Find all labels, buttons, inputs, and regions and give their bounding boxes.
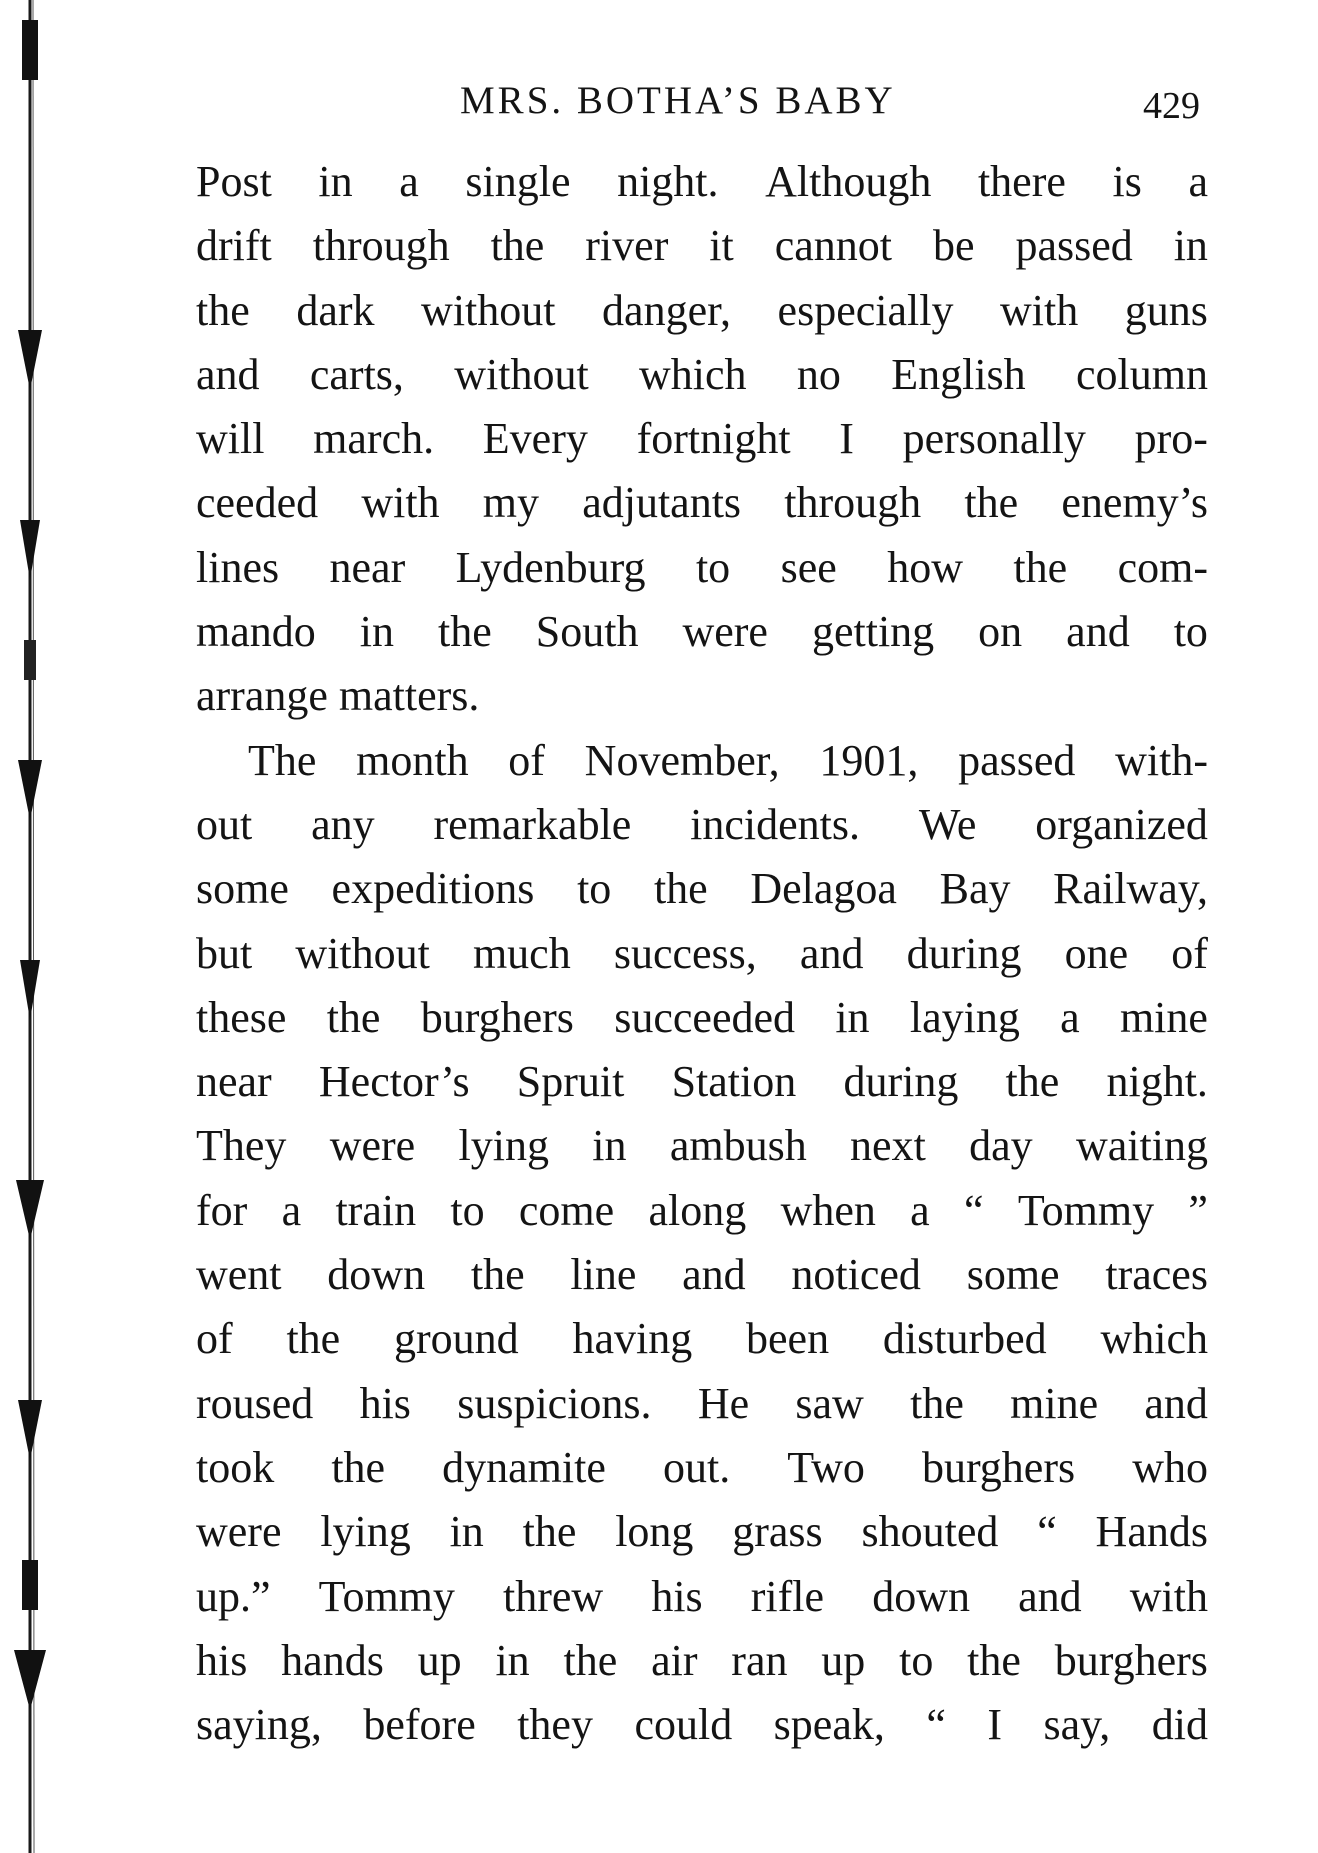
word: the — [1005, 1057, 1060, 1107]
word: guns — [1124, 285, 1208, 335]
text-line — [196, 1565, 1208, 1629]
word: traces — [1105, 1250, 1208, 1300]
word: out — [196, 799, 253, 849]
word: up — [417, 1635, 462, 1685]
word: the — [286, 1314, 341, 1364]
word: the — [490, 221, 545, 271]
word: to — [450, 1185, 485, 1235]
word: one — [1064, 928, 1129, 978]
text-line — [196, 1114, 1208, 1178]
word: dark — [296, 285, 375, 335]
word: He — [697, 1378, 750, 1428]
word: along — [648, 1185, 747, 1235]
word: The — [248, 735, 317, 785]
word: of — [196, 1314, 233, 1364]
text-line — [196, 150, 1208, 214]
word: hands — [281, 1635, 384, 1685]
word: and — [196, 349, 260, 399]
word: having — [572, 1314, 693, 1364]
word: passed — [958, 735, 1076, 785]
word: passed — [1015, 221, 1133, 271]
word: the — [470, 1250, 525, 1300]
word: ground — [394, 1314, 519, 1364]
word: were — [196, 1507, 282, 1557]
word: down — [872, 1571, 970, 1621]
word: without — [454, 349, 589, 399]
text-line — [196, 279, 1208, 343]
word: Hector’s — [318, 1057, 470, 1107]
word: burghers — [420, 992, 574, 1042]
binding-edge — [0, 0, 60, 1853]
word: the — [196, 285, 250, 335]
text-line — [196, 600, 1208, 664]
word: in — [359, 607, 394, 657]
word: ambush — [669, 1121, 807, 1171]
text-line — [196, 407, 1208, 471]
word: to — [577, 864, 612, 914]
word: roused — [196, 1378, 314, 1428]
word: with — [1129, 1571, 1208, 1621]
word: mando — [196, 607, 316, 657]
word: Two — [787, 1442, 865, 1492]
word: dynamite — [442, 1442, 606, 1492]
word: in — [835, 992, 870, 1042]
text-line — [196, 1629, 1208, 1693]
word: threw — [503, 1571, 604, 1621]
word: 1901, — [819, 735, 919, 785]
word: on — [978, 607, 1023, 657]
word: November, — [584, 735, 780, 785]
word: the — [438, 607, 492, 657]
word: of — [1171, 928, 1208, 978]
word: day — [969, 1121, 1033, 1171]
word: during — [843, 1057, 959, 1107]
word: I — [839, 414, 854, 464]
word: did — [1151, 1700, 1208, 1750]
word: been — [746, 1314, 830, 1364]
word: mine — [1010, 1378, 1099, 1428]
word: will — [196, 414, 265, 464]
word: adjutants — [582, 478, 742, 528]
running-head — [0, 78, 1318, 138]
word: lines — [196, 542, 280, 592]
word: the — [563, 1635, 618, 1685]
word: in — [1173, 221, 1208, 271]
word: danger, — [602, 285, 731, 335]
word: suspicions. — [457, 1378, 652, 1428]
word: in — [449, 1507, 484, 1557]
word: grass — [732, 1507, 823, 1557]
text-line — [196, 471, 1208, 535]
word: for — [196, 1185, 248, 1235]
word: but — [196, 928, 253, 978]
word: the — [653, 864, 708, 914]
word: when — [780, 1185, 876, 1235]
word: ran — [731, 1635, 788, 1685]
word: arrange — [196, 671, 328, 721]
word: the — [967, 1635, 1021, 1685]
text-line — [196, 1693, 1208, 1757]
word: there — [977, 157, 1066, 206]
word: organized — [1035, 799, 1208, 849]
text-line — [196, 1307, 1208, 1371]
word: up.” — [196, 1571, 271, 1621]
word: the — [331, 1442, 386, 1492]
word: a — [281, 1185, 302, 1235]
text-line — [196, 536, 1208, 600]
word: come — [518, 1185, 615, 1235]
word: air — [651, 1635, 698, 1685]
word: were — [682, 607, 768, 657]
word: column — [1076, 349, 1208, 399]
word: remarkable — [433, 799, 632, 849]
word: next — [850, 1121, 926, 1171]
word: line — [570, 1250, 637, 1300]
text-line — [196, 1243, 1208, 1307]
word: near — [329, 542, 406, 592]
word: through — [312, 221, 450, 271]
word: in — [495, 1635, 530, 1685]
word: before — [363, 1700, 476, 1750]
word: during — [906, 928, 1022, 978]
word: lying — [320, 1507, 411, 1557]
word: burghers — [921, 1442, 1076, 1492]
word: these — [196, 992, 287, 1042]
word: night. — [1106, 1057, 1208, 1107]
word: and — [1066, 607, 1130, 657]
word: “ — [926, 1700, 946, 1750]
word: without — [421, 285, 556, 335]
word: English — [891, 349, 1026, 399]
word: which — [639, 349, 747, 399]
body-text — [196, 150, 1208, 1757]
word: to — [899, 1635, 934, 1685]
word: of — [508, 735, 545, 785]
word: out. — [662, 1442, 731, 1492]
word: fortnight — [636, 414, 791, 464]
word: in — [592, 1121, 627, 1171]
word: Tommy — [318, 1571, 455, 1621]
word: in — [318, 157, 353, 206]
word: noticed — [791, 1250, 921, 1300]
word: lying — [458, 1121, 549, 1171]
word: Delagoa — [750, 864, 897, 914]
word: the — [522, 1507, 577, 1557]
word: and — [1018, 1571, 1082, 1621]
word: river — [585, 221, 669, 271]
word: night. — [617, 157, 719, 206]
word: drift — [196, 221, 272, 271]
text-line — [196, 729, 1208, 793]
word: be — [932, 221, 975, 271]
word: pro- — [1134, 414, 1208, 464]
word: with — [1000, 285, 1079, 335]
word: South — [535, 607, 639, 657]
word: shouted — [861, 1507, 999, 1557]
word: succeeded — [614, 992, 796, 1042]
text-line — [196, 664, 1208, 728]
word: success, — [613, 928, 757, 978]
word: his — [196, 1635, 248, 1685]
word: a — [910, 1185, 930, 1235]
word: com- — [1117, 542, 1208, 592]
word: rifle — [750, 1571, 825, 1621]
word: to — [1173, 607, 1208, 657]
word: a — [399, 157, 419, 206]
word: a — [1060, 992, 1080, 1042]
word: down — [327, 1250, 426, 1300]
page-number: 429 — [1143, 85, 1200, 127]
word: Lydenburg — [455, 542, 646, 592]
text-line — [196, 1179, 1208, 1243]
word: mine — [1119, 992, 1208, 1042]
word: near — [196, 1057, 272, 1107]
word: see — [780, 542, 837, 592]
word: Spruit — [516, 1057, 625, 1107]
word: Bay — [939, 864, 1011, 914]
word: and — [799, 928, 864, 978]
word: some — [196, 864, 289, 914]
word: long — [615, 1507, 694, 1557]
text-line — [196, 1500, 1208, 1564]
word: I — [987, 1700, 1002, 1750]
word: especially — [777, 285, 954, 335]
word: They — [196, 1121, 287, 1171]
word: Station — [671, 1057, 797, 1107]
word: the — [964, 478, 1019, 528]
word: We — [918, 799, 977, 849]
text-line — [196, 922, 1208, 986]
word: a — [1188, 157, 1208, 206]
word: his — [651, 1571, 703, 1621]
word: Although — [765, 157, 932, 206]
word: to — [695, 542, 731, 592]
word: it — [709, 221, 734, 271]
word: expeditions — [331, 864, 535, 914]
word: Railway, — [1053, 864, 1208, 914]
running-title: MRS. BOTHA’S BABY — [460, 79, 896, 122]
word: cannot — [774, 221, 892, 271]
word: laying — [909, 992, 1020, 1042]
word: matters. — [338, 671, 480, 721]
word: ceeded — [196, 478, 319, 528]
word: much — [472, 928, 571, 978]
word: through — [784, 478, 922, 528]
word: with- — [1115, 735, 1208, 785]
word: “ — [1037, 1507, 1057, 1557]
text-line — [196, 214, 1208, 278]
word: train — [335, 1185, 417, 1235]
word: went — [196, 1250, 282, 1300]
word: speak, — [773, 1700, 885, 1750]
word: and — [1144, 1378, 1208, 1428]
word: month — [356, 735, 469, 785]
text-line — [196, 343, 1208, 407]
text-line — [196, 857, 1208, 921]
word: carts, — [309, 349, 404, 399]
word: saw — [795, 1378, 864, 1428]
word: up — [821, 1635, 866, 1685]
word: ” — [1188, 1185, 1208, 1235]
word: personally — [902, 414, 1086, 464]
word: say, — [1043, 1700, 1111, 1750]
word: “ — [964, 1185, 984, 1235]
text-line — [196, 986, 1208, 1050]
word: saying, — [196, 1700, 322, 1750]
word: and — [682, 1250, 746, 1300]
word: enemy’s — [1061, 478, 1208, 528]
word: how — [887, 542, 963, 592]
word: march. — [313, 414, 435, 464]
word: Every — [482, 414, 588, 464]
word: they — [517, 1700, 593, 1750]
word: is — [1112, 157, 1142, 206]
word: disturbed — [882, 1314, 1047, 1364]
text-line — [196, 1372, 1208, 1436]
word: any — [311, 799, 375, 849]
word: the — [1013, 542, 1068, 592]
word: the — [326, 992, 381, 1042]
word: without — [295, 928, 430, 978]
word: who — [1132, 1442, 1208, 1492]
word: some — [966, 1250, 1060, 1300]
word: could — [634, 1700, 733, 1750]
word: waiting — [1075, 1121, 1208, 1171]
word: which — [1100, 1314, 1208, 1364]
word: my — [482, 478, 539, 528]
word: were — [329, 1121, 416, 1171]
word: incidents. — [690, 799, 861, 849]
word: single — [465, 157, 571, 206]
word: took — [196, 1442, 275, 1492]
word: Hands — [1095, 1507, 1208, 1557]
text-line — [196, 793, 1208, 857]
word: with — [361, 478, 440, 528]
word: no — [796, 349, 841, 399]
word: his — [359, 1378, 411, 1428]
word: the — [910, 1378, 964, 1428]
word: Tommy — [1017, 1185, 1155, 1235]
text-line — [196, 1436, 1208, 1500]
word: burghers — [1054, 1635, 1208, 1685]
word: getting — [811, 607, 935, 657]
text-line — [196, 1050, 1208, 1114]
word: Post — [196, 157, 272, 206]
